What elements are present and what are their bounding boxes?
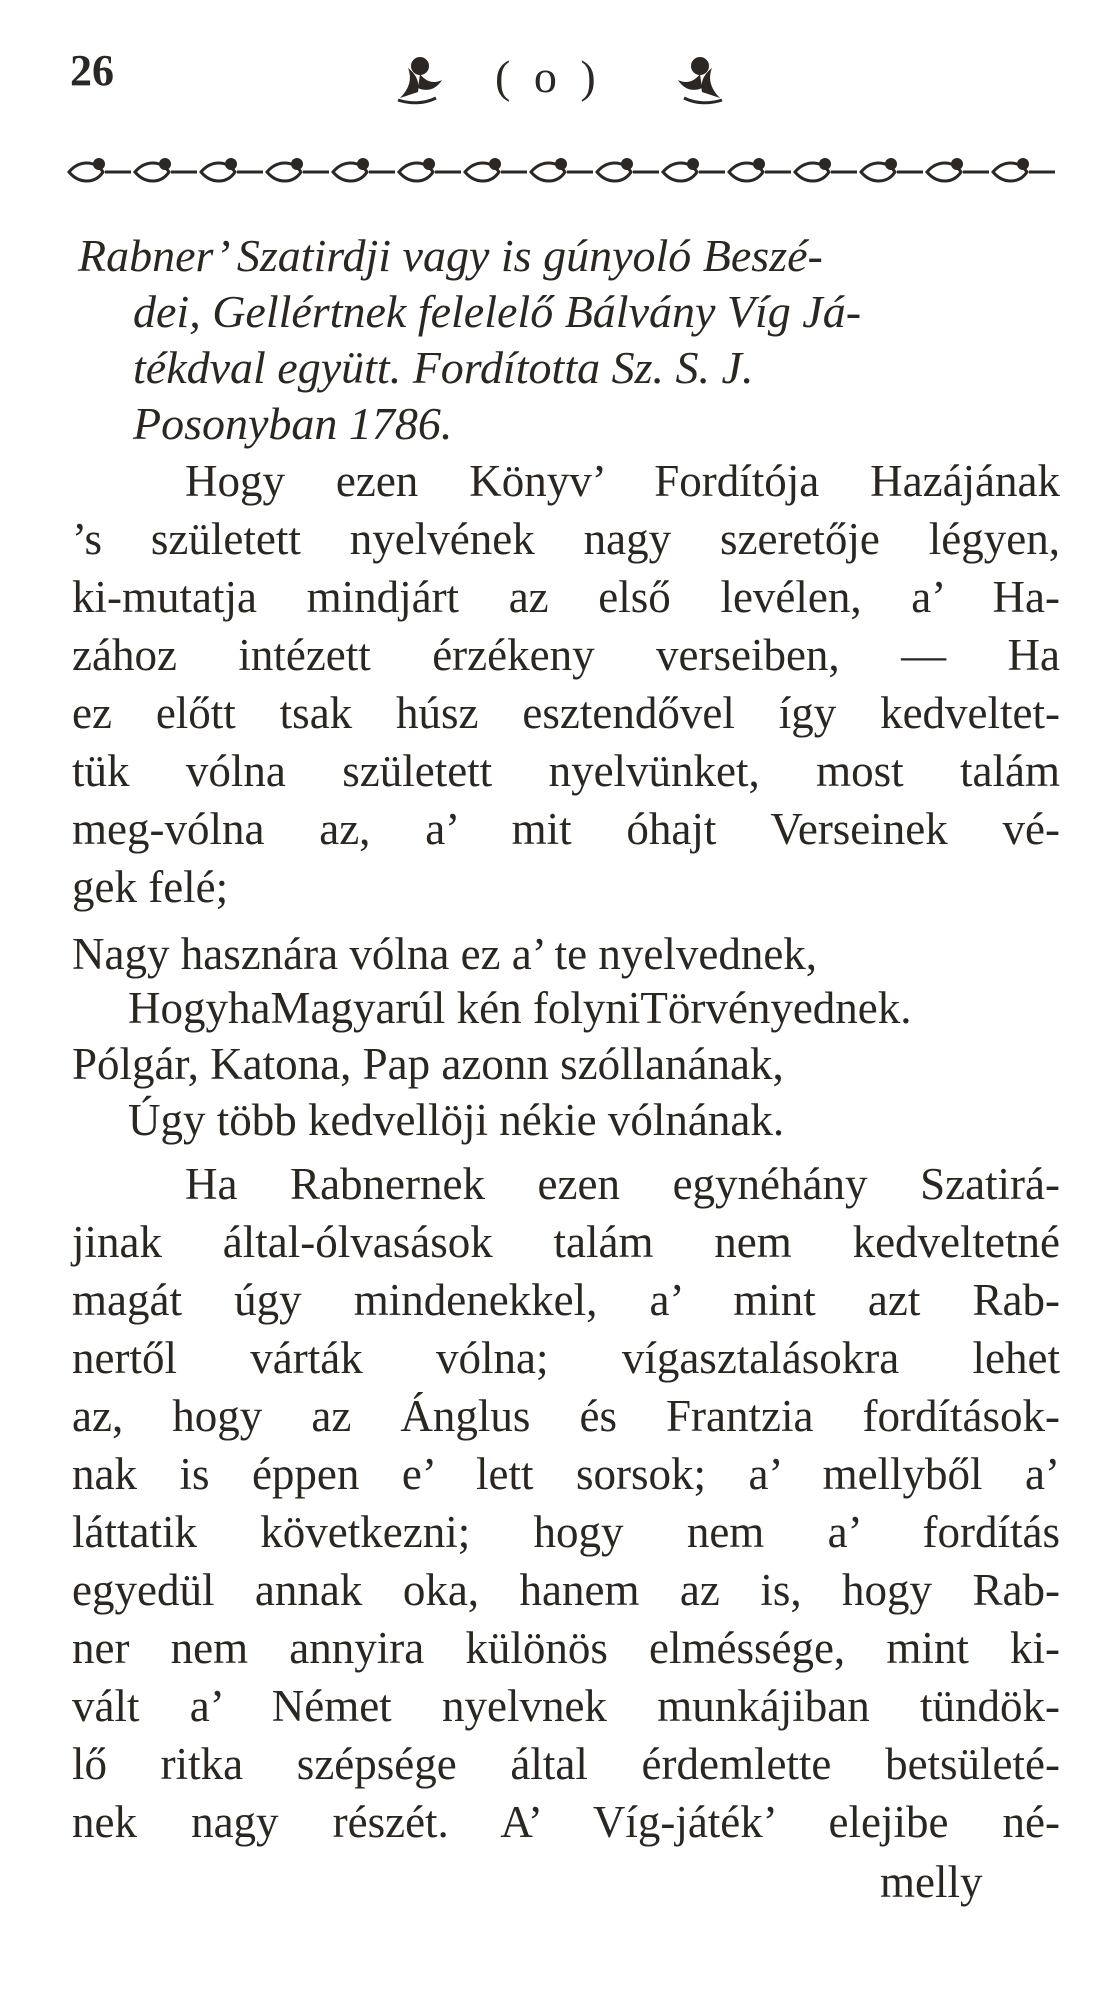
text-line: lő ritka szépsége által érdemlette betsületé- (72, 1739, 1060, 1789)
text-line: nertől várták vólna; vígasztalásokra lehet (72, 1333, 1060, 1383)
text-line: az, hogy az Ánglus és Frantzia fordítások- (72, 1391, 1060, 1441)
text-line: Ha Rabnernek ezen egynéhány Szatirá- (185, 1159, 1060, 1209)
title-line: tékdval együtt. Fordította Sz. S. J. (133, 342, 754, 393)
text-line: ’s született nyelvének nagy szeretője légyen, (72, 514, 1060, 564)
text-line: zához intézett érzékeny verseiben, — Ha (72, 630, 1060, 680)
text-line: nak is éppen e’ lett sorsok; a’ mellyből a’ (72, 1449, 1060, 1499)
book-title (78, 228, 1078, 452)
title-line: dei, Gellértnek felelelő Bálvány Víg Já- (133, 286, 862, 337)
text-line: ner nem annyira különös elméssége, mint ki- (72, 1623, 1060, 1673)
text-line: gek felé; (72, 862, 229, 912)
text-line: meg-vólna az, a’ mit óhajt Verseinek vé- (72, 804, 1060, 854)
catchword: melly (880, 1857, 983, 1907)
text-line: jinak által-ólvasások talám nem kedveltetné (72, 1217, 1060, 1267)
text-line: vált a’ Német nyelvnek munkájiban tündök- (72, 1681, 1060, 1731)
verse-line: Úgy több kedvellöji nékie vólnának. (128, 1095, 785, 1145)
fleuron-icon (670, 48, 730, 108)
text-line: ez előtt tsak húsz esztendővel így kedveltet- (72, 688, 1060, 738)
text-line: tük vólna született nyelvünket, most talám (72, 746, 1060, 796)
page-marker: ( o ) (495, 51, 602, 102)
text-line: magát úgy mindenekkel, a’ mint azt Rab- (72, 1275, 1060, 1325)
page-number: 26 (70, 46, 114, 95)
title-line: Rabner’ Szatirdji vagy is gúnyoló Beszé- (78, 230, 823, 281)
verse-line: Pólgár, Katona, Pap azonn szóllanának, (72, 1039, 784, 1089)
text-line: láttatik következni; hogy nem a’ fordítás (72, 1507, 1060, 1557)
ornamental-rule (65, 150, 1055, 192)
verse-line: Nagy hasznára vólna ez a’ te nyelvednek, (72, 929, 818, 979)
text-line: egyedül annak oka, hanem az is, hogy Rab- (72, 1565, 1060, 1615)
verse-line: HogyhaMagyarúl kén folyniTörvényednek. (128, 983, 912, 1033)
text-line: Hogy ezen Könyv’ Fordítója Hazájának (185, 456, 1060, 506)
fleuron-icon (390, 48, 450, 108)
text-line: ki-mutatja mindjárt az első levélen, a’ Ha- (72, 572, 1060, 622)
title-line: Posonyban 1786. (133, 398, 453, 449)
text-line: nek nagy részét. A’ Víg-játék’ elejibe né- (72, 1797, 1060, 1847)
